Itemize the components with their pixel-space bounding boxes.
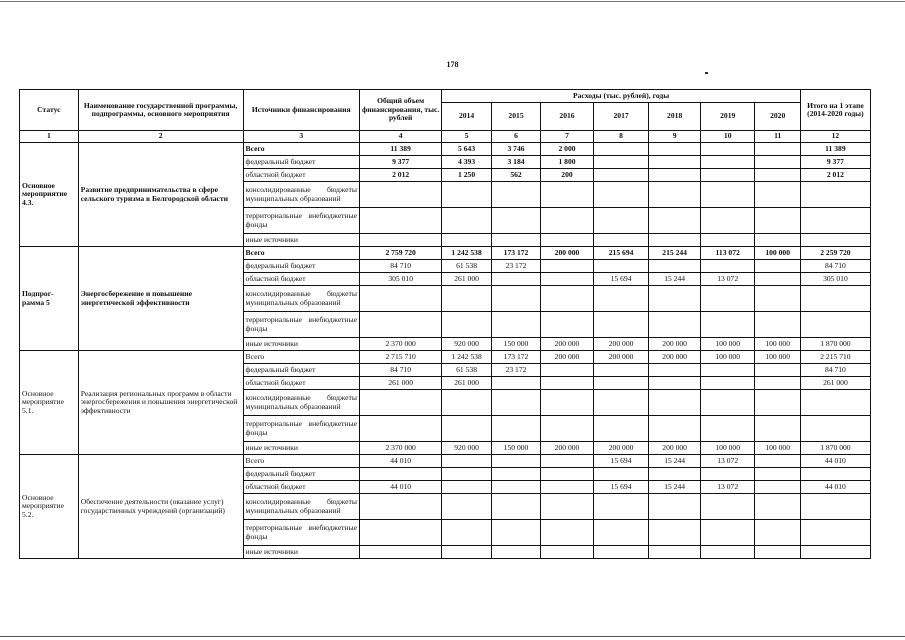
year-value-cell — [700, 377, 755, 390]
total-value-cell — [359, 546, 441, 559]
year-value-cell: 100 000 — [755, 442, 800, 455]
year-value-cell — [541, 234, 594, 247]
total-value-cell: 2 370 000 — [359, 442, 441, 455]
bottom-scan-line — [0, 636, 905, 637]
table-body — [20, 143, 871, 559]
year-value-cell — [442, 234, 491, 247]
program-name-cell: Обеспечение деятельности (оказание услуг) государственных учреждений (организаций) — [78, 455, 243, 559]
table-row — [20, 351, 871, 364]
year-value-cell: 1 242 538 — [442, 351, 491, 364]
year-value-cell — [649, 390, 701, 416]
program-name-cell: Энергосбережение и повышение энергетической эффективности — [78, 247, 243, 351]
year-value-cell — [700, 260, 755, 273]
year-value-cell — [649, 156, 701, 169]
year-value-cell — [541, 260, 594, 273]
column-number: 9 — [649, 131, 701, 143]
year-value-cell: 173 172 — [491, 247, 540, 260]
year-value-cell — [649, 182, 701, 208]
stage-total-cell — [800, 390, 870, 416]
source-cell: областной бюджет — [243, 377, 359, 390]
header-year: 2016 — [541, 103, 594, 131]
year-value-cell: 61 538 — [442, 364, 491, 377]
column-number: 1 — [20, 131, 79, 143]
table-row — [20, 455, 871, 468]
year-value-cell — [700, 390, 755, 416]
year-value-cell — [491, 468, 540, 481]
source-cell: Всего — [243, 351, 359, 364]
total-value-cell: 84 710 — [359, 260, 441, 273]
year-value-cell: 15 244 — [649, 481, 701, 494]
year-value-cell — [541, 546, 594, 559]
year-value-cell — [649, 468, 701, 481]
year-value-cell: 920 000 — [442, 442, 491, 455]
year-value-cell: 215 694 — [593, 247, 649, 260]
year-value-cell — [593, 286, 649, 312]
year-value-cell — [700, 312, 755, 338]
year-value-cell — [755, 364, 800, 377]
year-value-cell — [541, 481, 594, 494]
year-value-cell: 200 000 — [541, 247, 594, 260]
year-value-cell — [755, 494, 800, 520]
year-value-cell: 15 694 — [593, 273, 649, 286]
year-value-cell: 173 172 — [491, 351, 540, 364]
year-value-cell: 200 000 — [593, 442, 649, 455]
year-value-cell — [541, 468, 594, 481]
year-value-cell — [491, 234, 540, 247]
year-value-cell — [491, 182, 540, 208]
stage-total-cell — [800, 234, 870, 247]
stage-total-cell — [800, 208, 870, 234]
year-value-cell — [541, 377, 594, 390]
year-value-cell: 2 000 — [541, 143, 594, 156]
year-value-cell — [442, 416, 491, 442]
year-value-cell — [541, 416, 594, 442]
year-value-cell: 3 184 — [491, 156, 540, 169]
year-value-cell — [491, 481, 540, 494]
year-value-cell: 200 000 — [593, 351, 649, 364]
year-value-cell — [593, 494, 649, 520]
stage-total-cell: 84 710 — [800, 260, 870, 273]
year-value-cell: 1 250 — [442, 169, 491, 182]
stage-total-cell: 2 012 — [800, 169, 870, 182]
year-value-cell — [442, 468, 491, 481]
year-value-cell — [700, 286, 755, 312]
total-value-cell: 44 010 — [359, 481, 441, 494]
table-row — [20, 143, 871, 156]
year-value-cell — [700, 156, 755, 169]
year-value-cell: 100 000 — [700, 338, 755, 351]
year-value-cell — [700, 182, 755, 208]
total-value-cell — [359, 312, 441, 338]
program-name-cell: Реализация региональных программ в области энергосбережения и повышения энергетической эффективности — [78, 351, 243, 455]
year-value-cell — [593, 182, 649, 208]
year-value-cell — [593, 416, 649, 442]
year-value-cell: 15 694 — [593, 481, 649, 494]
total-value-cell — [359, 468, 441, 481]
column-number: 11 — [755, 131, 800, 143]
stage-total-cell: 2 259 720 — [800, 247, 870, 260]
year-value-cell — [442, 494, 491, 520]
year-value-cell: 113 072 — [700, 247, 755, 260]
header-status: Статус — [20, 90, 79, 131]
year-value-cell — [700, 546, 755, 559]
source-cell: территориальные внебюджетные фонды — [243, 520, 359, 546]
year-value-cell — [700, 416, 755, 442]
year-value-cell — [491, 377, 540, 390]
year-value-cell — [541, 286, 594, 312]
total-value-cell: 84 710 — [359, 364, 441, 377]
stage-total-cell: 2 215 710 — [800, 351, 870, 364]
year-value-cell: 100 000 — [700, 442, 755, 455]
stage-total-cell: 305 010 — [800, 273, 870, 286]
column-number: 3 — [243, 131, 359, 143]
header-sources: Источники финансирования — [243, 90, 359, 131]
column-number-row — [20, 131, 871, 143]
total-value-cell: 2 715 710 — [359, 351, 441, 364]
year-value-cell: 200 000 — [649, 442, 701, 455]
year-value-cell — [700, 494, 755, 520]
year-value-cell — [593, 234, 649, 247]
total-value-cell — [359, 390, 441, 416]
year-value-cell — [700, 208, 755, 234]
year-value-cell — [649, 494, 701, 520]
year-value-cell: 150 000 — [491, 338, 540, 351]
table-header — [20, 90, 871, 143]
year-value-cell — [755, 468, 800, 481]
year-value-cell — [649, 234, 701, 247]
year-value-cell: 1 800 — [541, 156, 594, 169]
source-cell: консолидированные бюджеты муниципальных образований — [243, 286, 359, 312]
source-cell: Всего — [243, 143, 359, 156]
year-value-cell — [442, 312, 491, 338]
stage-total-cell: 1 870 000 — [800, 442, 870, 455]
year-value-cell — [700, 364, 755, 377]
year-value-cell — [649, 377, 701, 390]
source-cell: федеральный бюджет — [243, 364, 359, 377]
year-value-cell: 200 000 — [649, 338, 701, 351]
year-value-cell — [755, 455, 800, 468]
year-value-cell: 200 000 — [593, 338, 649, 351]
year-value-cell — [649, 520, 701, 546]
year-value-cell: 200 000 — [541, 338, 594, 351]
year-value-cell — [593, 169, 649, 182]
year-value-cell — [755, 234, 800, 247]
year-value-cell — [541, 182, 594, 208]
header-year: 2017 — [593, 103, 649, 131]
year-value-cell — [491, 455, 540, 468]
program-name-cell: Развитие предпринимательства в сфере сельского туризма в Белгородской области — [78, 143, 243, 247]
year-value-cell — [491, 286, 540, 312]
year-value-cell — [541, 494, 594, 520]
year-value-cell: 23 172 — [491, 260, 540, 273]
source-cell: федеральный бюджет — [243, 260, 359, 273]
year-value-cell: 200 000 — [541, 351, 594, 364]
year-value-cell — [593, 377, 649, 390]
year-value-cell — [442, 208, 491, 234]
year-value-cell: 200 000 — [541, 442, 594, 455]
year-value-cell — [491, 273, 540, 286]
stage-total-cell: 1 870 000 — [800, 338, 870, 351]
status-cell: Основное мероприятие 4.3. — [20, 143, 79, 247]
year-value-cell — [700, 169, 755, 182]
year-value-cell: 100 000 — [755, 338, 800, 351]
stage-total-cell — [800, 312, 870, 338]
column-number: 2 — [78, 131, 243, 143]
total-value-cell — [359, 416, 441, 442]
year-value-cell: 100 000 — [755, 247, 800, 260]
year-value-cell — [649, 169, 701, 182]
total-value-cell: 261 000 — [359, 377, 441, 390]
year-value-cell — [593, 364, 649, 377]
source-cell: иные источники — [243, 546, 359, 559]
year-value-cell — [700, 143, 755, 156]
year-value-cell: 215 244 — [649, 247, 701, 260]
source-cell: федеральный бюджет — [243, 156, 359, 169]
year-value-cell: 150 000 — [491, 442, 540, 455]
stage-total-cell: 11 389 — [800, 143, 870, 156]
source-cell: областной бюджет — [243, 273, 359, 286]
year-value-cell: 200 000 — [649, 351, 701, 364]
header-expenses: Расходы (тыс. рублей), годы — [442, 90, 800, 103]
year-value-cell: 15 244 — [649, 273, 701, 286]
source-cell: консолидированные бюджеты муниципальных образований — [243, 182, 359, 208]
stage-total-cell: 84 710 — [800, 364, 870, 377]
year-value-cell — [541, 390, 594, 416]
year-value-cell — [491, 312, 540, 338]
header-year: 2019 — [700, 103, 755, 131]
source-cell: территориальные внебюджетные фонды — [243, 312, 359, 338]
source-cell: федеральный бюджет — [243, 468, 359, 481]
total-value-cell: 9 377 — [359, 156, 441, 169]
year-value-cell — [442, 520, 491, 546]
year-value-cell — [755, 520, 800, 546]
total-value-cell: 2 012 — [359, 169, 441, 182]
year-value-cell — [491, 546, 540, 559]
year-value-cell — [442, 481, 491, 494]
year-value-cell — [755, 312, 800, 338]
total-value-cell — [359, 234, 441, 247]
year-value-cell — [755, 208, 800, 234]
year-value-cell — [541, 364, 594, 377]
year-value-cell: 13 072 — [700, 481, 755, 494]
stage-total-cell — [800, 520, 870, 546]
status-cell: Подпрог-рамма 5 — [20, 247, 79, 351]
source-cell: территориальные внебюджетные фонды — [243, 208, 359, 234]
source-cell: иные источники — [243, 338, 359, 351]
column-number: 6 — [491, 131, 540, 143]
year-value-cell — [755, 481, 800, 494]
year-value-cell — [755, 390, 800, 416]
year-value-cell — [491, 390, 540, 416]
year-value-cell — [649, 312, 701, 338]
year-value-cell — [755, 169, 800, 182]
year-value-cell — [755, 546, 800, 559]
page-number: 178 — [446, 60, 459, 69]
year-value-cell — [649, 416, 701, 442]
year-value-cell — [593, 208, 649, 234]
year-value-cell: 4 393 — [442, 156, 491, 169]
stage-total-cell — [800, 468, 870, 481]
total-value-cell: 305 010 — [359, 273, 441, 286]
stage-total-cell: 44 010 — [800, 481, 870, 494]
header-year: 2020 — [755, 103, 800, 131]
year-value-cell — [755, 286, 800, 312]
table-row — [20, 247, 871, 260]
year-value-cell — [442, 286, 491, 312]
stage-total-cell — [800, 494, 870, 520]
stage-total-cell — [800, 286, 870, 312]
year-value-cell — [755, 182, 800, 208]
total-value-cell — [359, 494, 441, 520]
year-value-cell — [593, 390, 649, 416]
stage-total-cell — [800, 546, 870, 559]
year-value-cell — [541, 273, 594, 286]
source-cell: иные источники — [243, 234, 359, 247]
stage-total-cell — [800, 182, 870, 208]
year-value-cell: 15 244 — [649, 455, 701, 468]
total-value-cell — [359, 286, 441, 312]
year-value-cell — [649, 143, 701, 156]
source-cell: консолидированные бюджеты муниципальных образований — [243, 390, 359, 416]
column-number: 5 — [442, 131, 491, 143]
source-cell: областной бюджет — [243, 169, 359, 182]
year-value-cell — [541, 208, 594, 234]
year-value-cell — [593, 468, 649, 481]
column-number: 4 — [359, 131, 441, 143]
year-value-cell: 562 — [491, 169, 540, 182]
status-cell: Основное мероприятие 5.2. — [20, 455, 79, 559]
year-value-cell: 13 072 — [700, 273, 755, 286]
total-value-cell — [359, 520, 441, 546]
header-year: 2018 — [649, 103, 701, 131]
source-cell: Всего — [243, 455, 359, 468]
year-value-cell — [593, 546, 649, 559]
scan-speck — [705, 72, 708, 74]
year-value-cell — [649, 364, 701, 377]
top-scan-line — [0, 1, 905, 2]
total-value-cell: 11 389 — [359, 143, 441, 156]
year-value-cell — [491, 208, 540, 234]
year-value-cell: 13 072 — [700, 455, 755, 468]
year-value-cell — [700, 468, 755, 481]
source-cell: областной бюджет — [243, 481, 359, 494]
year-value-cell — [593, 260, 649, 273]
stage-total-cell: 44 010 — [800, 455, 870, 468]
column-number: 8 — [593, 131, 649, 143]
stage-total-cell: 9 377 — [800, 156, 870, 169]
year-value-cell: 61 538 — [442, 260, 491, 273]
year-value-cell — [755, 377, 800, 390]
year-value-cell: 200 — [541, 169, 594, 182]
source-cell: иные источники — [243, 442, 359, 455]
year-value-cell — [649, 286, 701, 312]
total-value-cell: 44 010 — [359, 455, 441, 468]
stage-total-cell: 261 000 — [800, 377, 870, 390]
header-total: Общий объем финансирования, тыс. рублей — [359, 90, 441, 131]
year-value-cell — [649, 208, 701, 234]
year-value-cell — [491, 520, 540, 546]
year-value-cell — [541, 312, 594, 338]
source-cell: территориальные внебюджетные фонды — [243, 416, 359, 442]
year-value-cell — [755, 416, 800, 442]
year-value-cell — [755, 156, 800, 169]
source-cell: Всего — [243, 247, 359, 260]
year-value-cell — [541, 520, 594, 546]
year-value-cell — [649, 546, 701, 559]
year-value-cell — [593, 156, 649, 169]
total-value-cell: 2 370 000 — [359, 338, 441, 351]
year-value-cell — [649, 260, 701, 273]
year-value-cell — [442, 455, 491, 468]
year-value-cell — [491, 494, 540, 520]
total-value-cell — [359, 208, 441, 234]
year-value-cell — [755, 273, 800, 286]
year-value-cell: 920 000 — [442, 338, 491, 351]
year-value-cell: 261 000 — [442, 273, 491, 286]
year-value-cell — [442, 546, 491, 559]
year-value-cell: 23 172 — [491, 364, 540, 377]
year-value-cell — [700, 520, 755, 546]
year-value-cell: 3 746 — [491, 143, 540, 156]
budget-table — [19, 89, 871, 559]
status-cell: Основное мероприятие 5.1. — [20, 351, 79, 455]
year-value-cell: 261 000 — [442, 377, 491, 390]
total-value-cell — [359, 182, 441, 208]
header-year: 2014 — [442, 103, 491, 131]
header-name: Наименование государственной программы, подпрограммы, основного мероприятия — [78, 90, 243, 131]
year-value-cell: 15 694 — [593, 455, 649, 468]
year-value-cell — [491, 416, 540, 442]
year-value-cell: 5 643 — [442, 143, 491, 156]
year-value-cell — [755, 143, 800, 156]
stage-total-cell — [800, 416, 870, 442]
year-value-cell — [442, 182, 491, 208]
total-value-cell: 2 759 720 — [359, 247, 441, 260]
header-year: 2015 — [491, 103, 540, 131]
year-value-cell — [755, 260, 800, 273]
source-cell: консолидированные бюджеты муниципальных образований — [243, 494, 359, 520]
year-value-cell — [593, 520, 649, 546]
year-value-cell — [442, 390, 491, 416]
year-value-cell: 100 000 — [755, 351, 800, 364]
year-value-cell — [593, 312, 649, 338]
year-value-cell: 1 242 538 — [442, 247, 491, 260]
year-value-cell — [700, 234, 755, 247]
year-value-cell — [593, 143, 649, 156]
column-number: 7 — [541, 131, 594, 143]
year-value-cell — [541, 455, 594, 468]
header-stage-total: Итого на 1 этапе (2014-2020 годы) — [800, 90, 870, 131]
year-value-cell: 100 000 — [700, 351, 755, 364]
column-number: 12 — [800, 131, 870, 143]
column-number: 10 — [700, 131, 755, 143]
